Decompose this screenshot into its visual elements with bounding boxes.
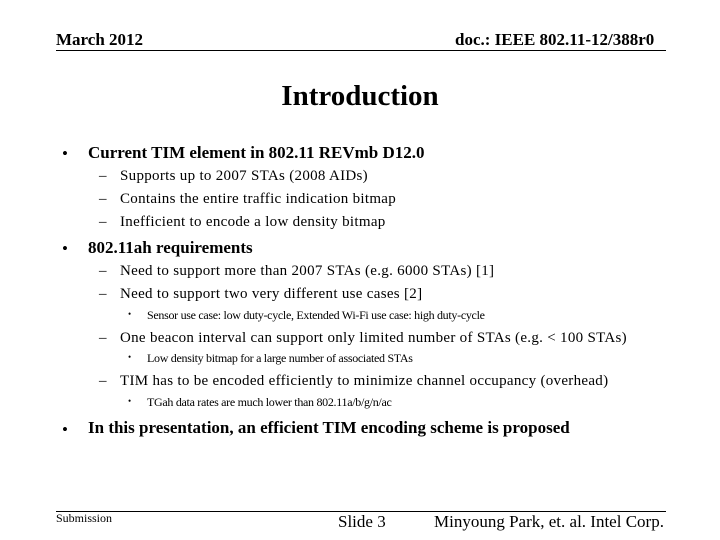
sub-sub-item: Sensor use case: low duty-cycle, Extended Wi-Fi use case: high duty-cycle xyxy=(147,308,485,322)
bullet-802-11ah-requirements: 802.11ah requirements xyxy=(88,238,253,257)
sub-bullet-dot: • xyxy=(128,352,132,362)
header-date: March 2012 xyxy=(56,30,144,49)
footer-slide-number: Slide 3 xyxy=(338,512,386,531)
sub-bullet-dot: • xyxy=(128,309,132,319)
slide-title: Introduction xyxy=(281,80,439,112)
dash-marker: – xyxy=(99,286,107,302)
sub-bullet-dot: • xyxy=(128,396,132,406)
sub-item: Contains the entire traffic indication bitmap xyxy=(120,191,397,207)
bullet-dot: • xyxy=(62,239,68,258)
sub-sub-item: Low density bitmap for a large number of associated STAs xyxy=(147,351,413,365)
sub-item: Need to support more than 2007 STAs (e.g. 6000 STAs) [1] xyxy=(120,263,495,279)
dash-marker: – xyxy=(99,263,107,279)
bullet-proposal: In this presentation, an efficient TIM encoding scheme is proposed xyxy=(88,418,570,437)
header-doc-id: doc.: IEEE 802.11-12/388r0 xyxy=(455,30,655,49)
dash-marker: – xyxy=(99,330,107,346)
header-rule xyxy=(56,50,666,51)
sub-sub-item: TGah data rates are much lower than 802.11a/b/g/n/ac xyxy=(147,395,392,409)
dash-marker: – xyxy=(99,168,107,184)
bullet-current-tim: Current TIM element in 802.11 REVmb D12.0 xyxy=(88,143,425,162)
dash-marker: – xyxy=(99,373,107,389)
footer-authors: Minyoung Park, et. al. Intel Corp. xyxy=(434,512,664,531)
dash-marker: – xyxy=(99,214,107,230)
sub-item: One beacon interval can support only limited number of STAs (e.g. < 100 STAs) xyxy=(120,330,627,346)
bullet-dot: • xyxy=(62,144,68,163)
sub-item: Need to support two very different use cases [2] xyxy=(120,286,423,302)
footer-submission: Submission xyxy=(56,511,113,525)
bullet-dot: • xyxy=(62,420,68,439)
dash-marker: – xyxy=(99,191,107,207)
sub-item: TIM has to be encoded efficiently to minimize channel occupancy (overhead) xyxy=(120,373,609,389)
sub-item: Supports up to 2007 STAs (2008 AIDs) xyxy=(120,168,368,184)
sub-item: Inefficient to encode a low density bitmap xyxy=(120,214,386,230)
